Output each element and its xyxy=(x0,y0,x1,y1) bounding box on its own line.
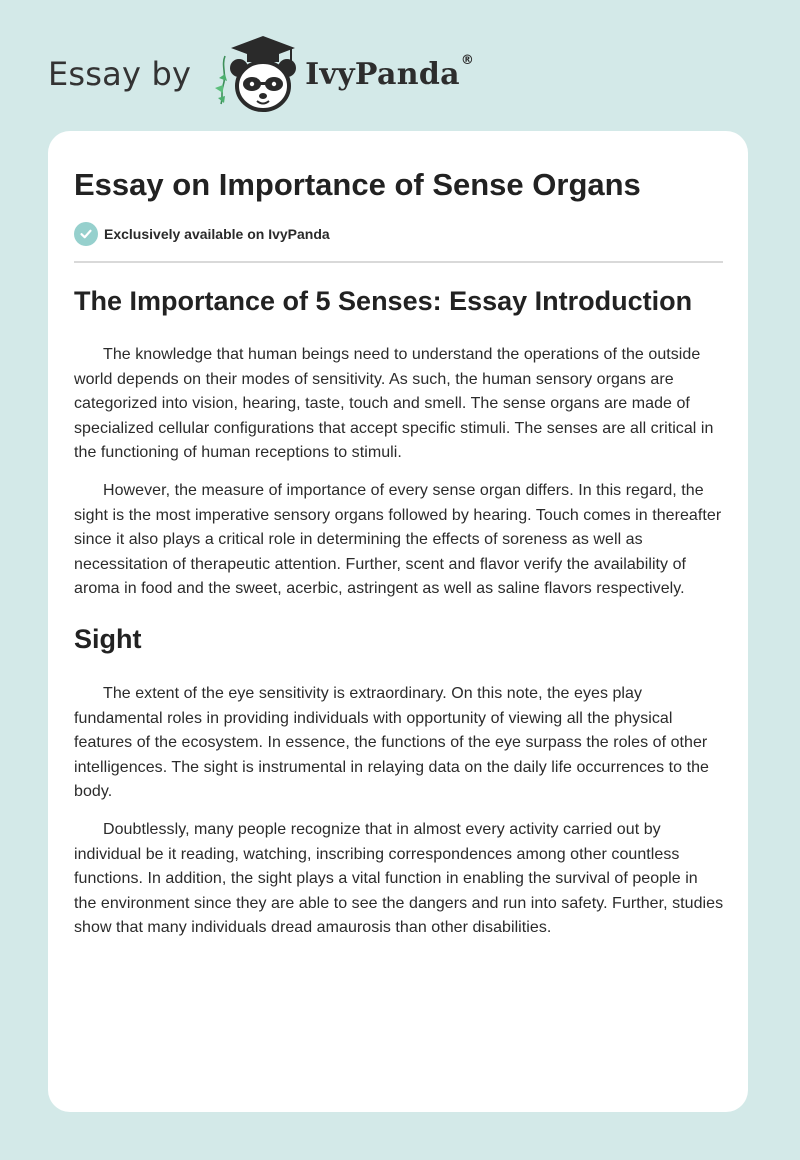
site-header xyxy=(48,34,474,114)
panda-graduate-icon[interactable] xyxy=(209,34,301,114)
exclusive-badge xyxy=(74,222,330,246)
essay-card xyxy=(48,131,748,1112)
paragraph: Doubtlessly, many people recognize that in almost every activity carried out by individual be it reading, watching, inscribing correspondences among other countless functions. In addition, the sight plays a vital function in enabling the survival of people in the environment since they are able to see the dangers and run into safety. Further, studies show that many individuals dread amaurosis than other disabilities. xyxy=(74,820,724,937)
section-heading-introduction: The Importance of 5 Senses: Essay Introduction xyxy=(74,286,693,316)
section-heading-sight: Sight xyxy=(74,623,142,654)
paragraph: The knowledge that human beings need to understand the operations of the outside world depends on their modes of sensitivity. As such, the human sensory organs are categorized into vision, hearing, taste, touch and smell. The sense organs are made of specialized cellular configurations that accept specific stimuli. The senses are all critical in the functioning of human receptions to stimuli. xyxy=(74,346,714,462)
registered-mark: ® xyxy=(460,52,475,68)
brand-name[interactable] xyxy=(305,52,475,92)
essay-by-label: Essay by xyxy=(48,55,192,93)
divider xyxy=(74,261,723,263)
page-title: Essay on Importance of Sense Organs xyxy=(74,167,641,202)
paragraph: The extent of the eye sensitivity is extraordinary. On this note, the eyes play fundamental roles in providing individuals with opportunity of viewing all the physical features of the ecosystem. In essence, the functions of the eye surpass the roles of other intelligences. The sight is instrumental in relaying data on the daily life occurrences to the body. xyxy=(74,684,709,801)
brand-name-text: IvyPanda xyxy=(305,56,460,92)
essay-content xyxy=(74,281,724,954)
badge-label: Exclusively available on IvyPanda xyxy=(104,226,330,242)
check-icon xyxy=(74,222,98,246)
paragraph: However, the measure of importance of every sense organ differs. In this regard, the sight is the most imperative sensory organs followed by hearing. Touch comes in thereafter since it also plays a critical role in determining the effects of soreness as well as necessitation of therapeutic attention. Further, scent and flavor verify the availability of aroma in food and the sweet, acerbic, astringent as well as saline flavors respectively. xyxy=(74,481,722,598)
